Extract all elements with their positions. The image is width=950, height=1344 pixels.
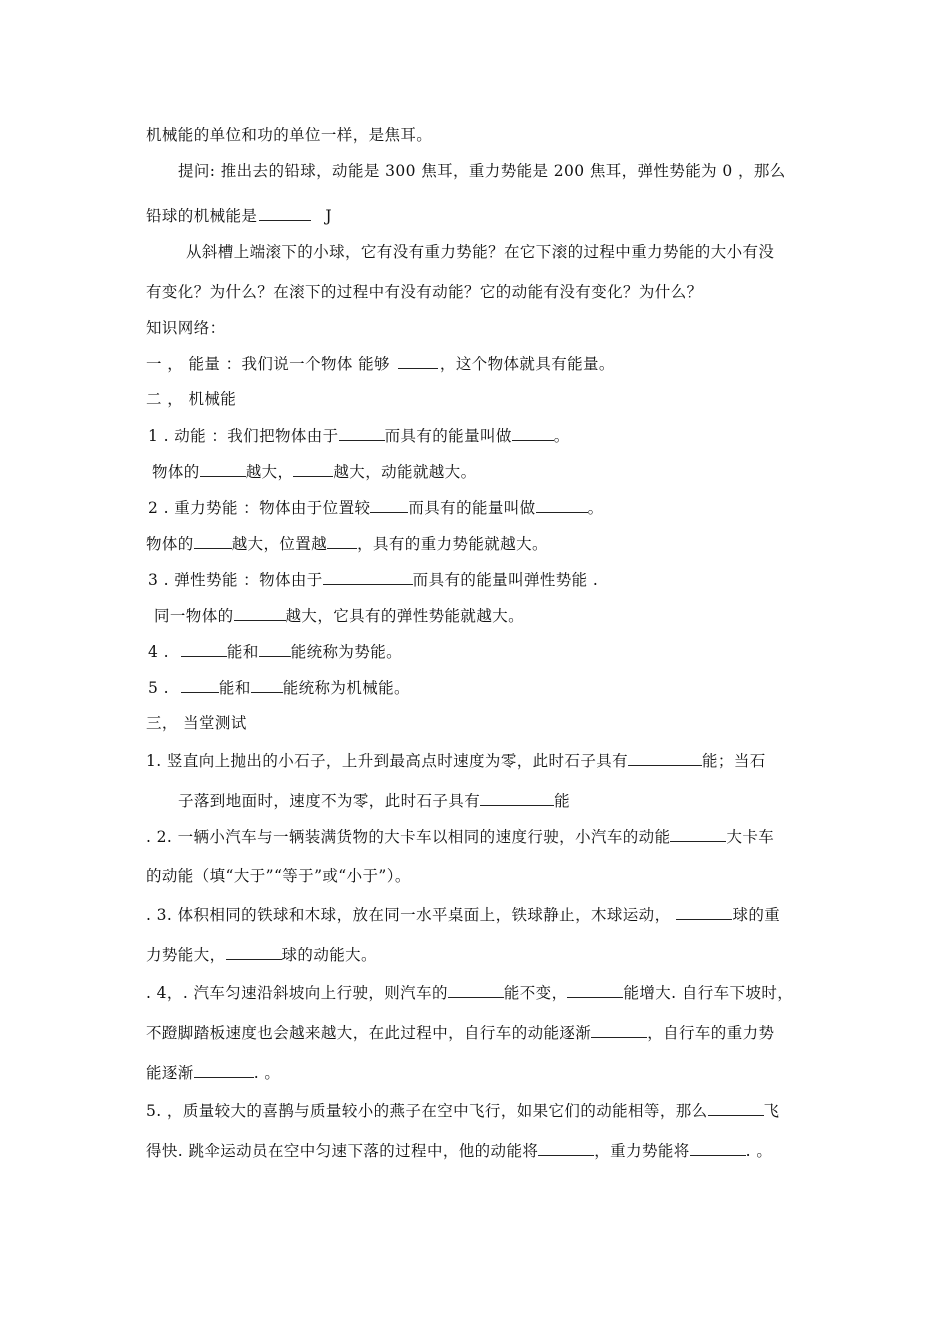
fill-blank[interactable] — [398, 353, 438, 369]
fill-blank[interactable] — [339, 425, 385, 441]
test-question: 的动能（填“大于”“等于”或“小于”）。 — [146, 867, 411, 885]
fill-blank[interactable] — [181, 677, 219, 693]
knowledge-item: 一 ， 能量 ：我们说一个物体 能够 ，这个物体就具有能量。 — [146, 355, 615, 373]
knowledge-item: 4 . 能和 能统称为势能。 — [148, 643, 403, 661]
fill-blank[interactable] — [448, 982, 504, 998]
test-question: 子落到地面时，速度不为零，此时石子具有 能 — [178, 792, 571, 810]
test-question: . 3. 体积相同的铁球和木球，放在同一水平桌面上，铁球静止，木球运动， 球的重 — [146, 906, 781, 924]
fill-blank[interactable] — [327, 533, 357, 549]
section-heading: 二 ， 机械能 — [146, 390, 237, 408]
knowledge-item: 物体的 越大， 越大，动能就越大。 — [152, 463, 477, 481]
fill-blank[interactable] — [538, 1140, 594, 1156]
fill-blank[interactable] — [194, 533, 232, 549]
question-line: 铅球的机械能是 J — [146, 207, 332, 225]
knowledge-item: 物体的 越大，位置越 ，具有的重力势能就越大。 — [146, 535, 548, 553]
section-heading: 知识网络： — [146, 319, 226, 337]
knowledge-item: 1 . 动能 ：我们把物体由于 而具有的能量叫做 。 — [148, 427, 570, 445]
fill-blank[interactable] — [181, 641, 227, 657]
fill-blank[interactable] — [512, 425, 554, 441]
fill-blank[interactable] — [234, 605, 286, 621]
fill-blank[interactable] — [536, 497, 588, 513]
fill-blank[interactable] — [323, 569, 413, 585]
fill-blank[interactable] — [226, 944, 282, 960]
test-question: . 2. 一辆小汽车与一辆装满货物的大卡车以相同的速度行驶，小汽车的动能 大卡车 — [146, 828, 775, 846]
test-question: 不蹬脚踏板速度也会越来越大，在此过程中，自行车的动能逐渐 ，自行车的重力势 — [146, 1024, 775, 1042]
fill-blank[interactable] — [480, 790, 554, 806]
fill-blank[interactable] — [259, 641, 291, 657]
knowledge-item: 同一物体的 越大，它具有的弹性势能就越大。 — [154, 607, 525, 625]
fill-blank[interactable] — [708, 1100, 764, 1116]
fill-blank[interactable] — [628, 750, 702, 766]
fill-blank[interactable] — [370, 497, 408, 513]
test-question: 5. ，质量较大的喜鹊与质量较小的燕子在空中飞行，如果它们的动能相等，那么 飞 — [146, 1102, 780, 1120]
knowledge-item: 3 . 弹性势能 ：物体由于 而具有的能量叫弹性势能 . — [148, 571, 599, 589]
section-heading: 三， 当堂测试 — [146, 714, 247, 732]
knowledge-item: 2 . 重力势能 ：物体由于位置较 而具有的能量叫做 。 — [148, 499, 604, 517]
text-line: 从斜槽上端滚下的小球，它有没有重力势能？在它下滚的过程中重力势能的大小有没 — [186, 243, 775, 261]
fill-blank[interactable] — [567, 982, 623, 998]
text-line: 机械能的单位和功的单位一样，是焦耳。 — [146, 126, 433, 144]
fill-blank[interactable] — [194, 1062, 254, 1078]
fill-blank[interactable] — [591, 1022, 647, 1038]
test-question: 力势能大， 球的动能大。 — [146, 946, 377, 964]
fill-blank[interactable] — [676, 904, 732, 920]
knowledge-item: 5 . 能和 能统称为机械能。 — [148, 679, 410, 697]
fill-blank[interactable] — [200, 461, 246, 477]
fill-blank[interactable] — [259, 205, 311, 221]
test-question: 1. 竖直向上抛出的小石子，上升到最高点时速度为零，此时石子具有 能；当石 — [146, 752, 766, 770]
question-line: 提问: 推出去的铅球，动能是 300 焦耳，重力势能是 200 焦耳，弹性势能为 0 ，那么 — [178, 162, 786, 180]
fill-blank[interactable] — [293, 461, 333, 477]
fill-blank[interactable] — [690, 1140, 746, 1156]
fill-blank[interactable] — [670, 826, 726, 842]
test-question: . 4，. 汽车匀速沿斜坡向上行驶，则汽车的 能不变， 能增大. 自行车下坡时， — [146, 984, 794, 1002]
fill-blank[interactable] — [251, 677, 283, 693]
test-question: 得快. 跳伞运动员在空中匀速下落的过程中，他的动能将 ，重力势能将 . 。 — [146, 1142, 773, 1160]
text-line: 有变化？为什么？在滚下的过程中有没有动能？它的动能有没有变化？为什么？ — [146, 283, 703, 301]
test-question: 能逐渐 . 。 — [146, 1064, 281, 1082]
